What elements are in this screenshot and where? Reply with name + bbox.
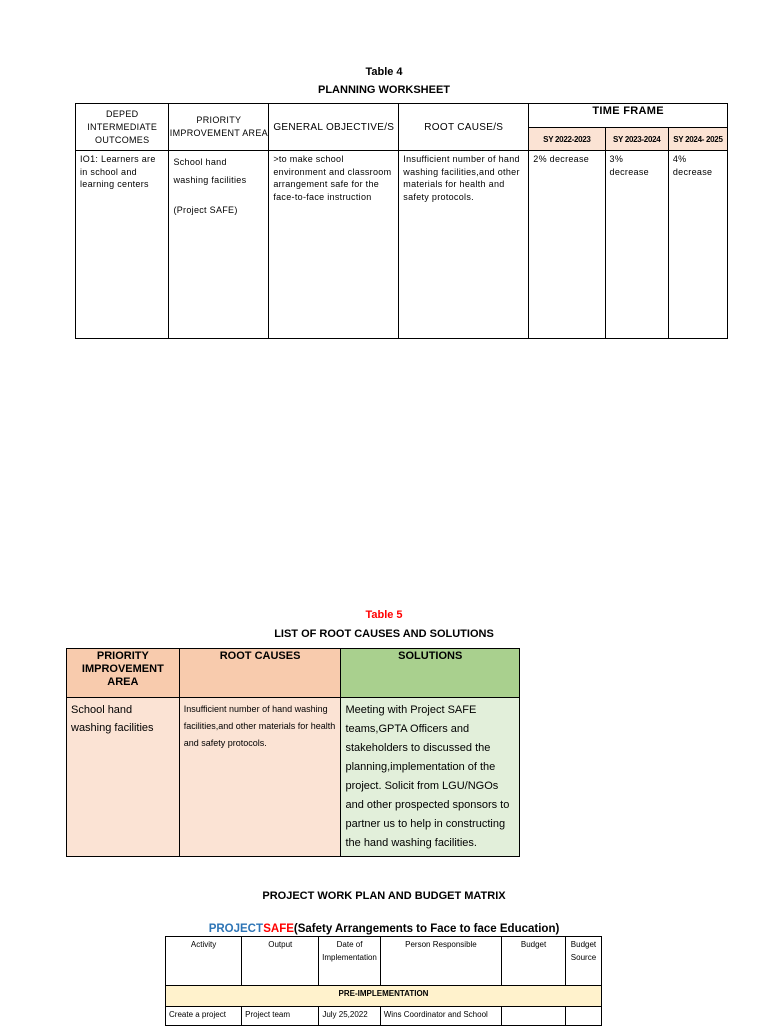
header-general-objectives: GENERAL OBJECTIVE/S [269,104,399,151]
cell-priority-area: School hand washing facilities [67,698,180,857]
planning-worksheet-table [75,103,728,339]
project-word: PROJECT [208,923,264,935]
cell-priority-area [169,151,269,339]
header-date: Date of Implementation [319,937,380,986]
header-person-responsible: Person Responsible [380,937,501,986]
cell-solutions: Meeting with Project SAFE teams,GPTA Officers and stakeholders to discussed the planning,implementation of the project. Solicit from LGU/NGOs and other prospected sponsors to partner us to help in constructing the hand washing facilities. [341,698,520,857]
header-budget-source: Budget Source [565,937,601,986]
root-causes-solutions-table [66,648,520,857]
header-sy-2024-2025: SY 2024- 2025 [668,128,727,151]
cell-sy-2023-2024: 3% decrease [605,151,668,339]
header-priority-area: PRIORITY IMPROVEMENT AREA [169,104,269,151]
budget-matrix-table [165,936,602,1026]
cell-general-objective: >to make school environment and classroom arrangement safe for the face-to-face instruction [269,151,399,339]
header-root-causes: ROOT CAUSES [179,649,341,698]
cell-priority-area-name: School hand washing facilities [173,157,247,185]
header-time-frame: TIME FRAME [529,104,728,128]
cell-root-causes: Insufficient number of hand washing facilities,and other materials for health and safety protocols. [179,698,341,857]
cell-sy-2024-2025: 4% decrease [668,151,727,339]
cell-sy-2022-2023: 2% decrease [529,151,605,339]
cell-date: July 25,2022 [319,1007,380,1026]
header-solutions: SOLUTIONS [341,649,520,698]
table4-title: PLANNING WORKSHEET [318,84,450,96]
workplan-title: PROJECT WORK PLAN AND BUDGET MATRIX [262,890,506,902]
project-title [0,923,768,935]
cell-deped-outcome: IO1: Learners are in school and learning centers [76,151,169,339]
project-description: (Safety Arrangements to Face to face Education) [293,923,560,935]
header-activity: Activity [166,937,242,986]
project-name: SAFE [263,923,294,935]
cell-activity: Create a project [166,1007,242,1026]
cell-priority-area-project: (Project SAFE) [173,205,238,215]
cell-person-responsible: Wins Coordinator and School [380,1007,501,1026]
table-row [67,698,520,857]
header-deped-outcomes: DEPED INTERMEDIATE OUTCOMES [76,104,169,151]
table-row [166,1007,602,1026]
cell-output: Project team [242,1007,319,1026]
table-row [76,151,728,339]
table5-caption: Table 5 [365,609,403,621]
cell-budget-source [565,1007,601,1026]
header-budget: Budget [502,937,566,986]
header-sy-2023-2024: SY 2023-2024 [605,128,668,151]
header-root-causes: ROOT CAUSE/S [399,104,529,151]
header-sy-2022-2023: SY 2022-2023 [529,128,605,151]
header-output: Output [242,937,319,986]
cell-budget [502,1007,566,1026]
table5-title: LIST OF ROOT CAUSES AND SOLUTIONS [274,628,494,640]
phase-pre-implementation: PRE-IMPLEMENTATION [166,986,602,1007]
header-priority-area: PRIORITY IMPROVEMENT AREA [67,649,180,698]
table4-caption: Table 4 [365,66,403,78]
cell-root-cause: Insufficient number of hand washing facilities,and other materials for health and safety protocols. [399,151,529,339]
